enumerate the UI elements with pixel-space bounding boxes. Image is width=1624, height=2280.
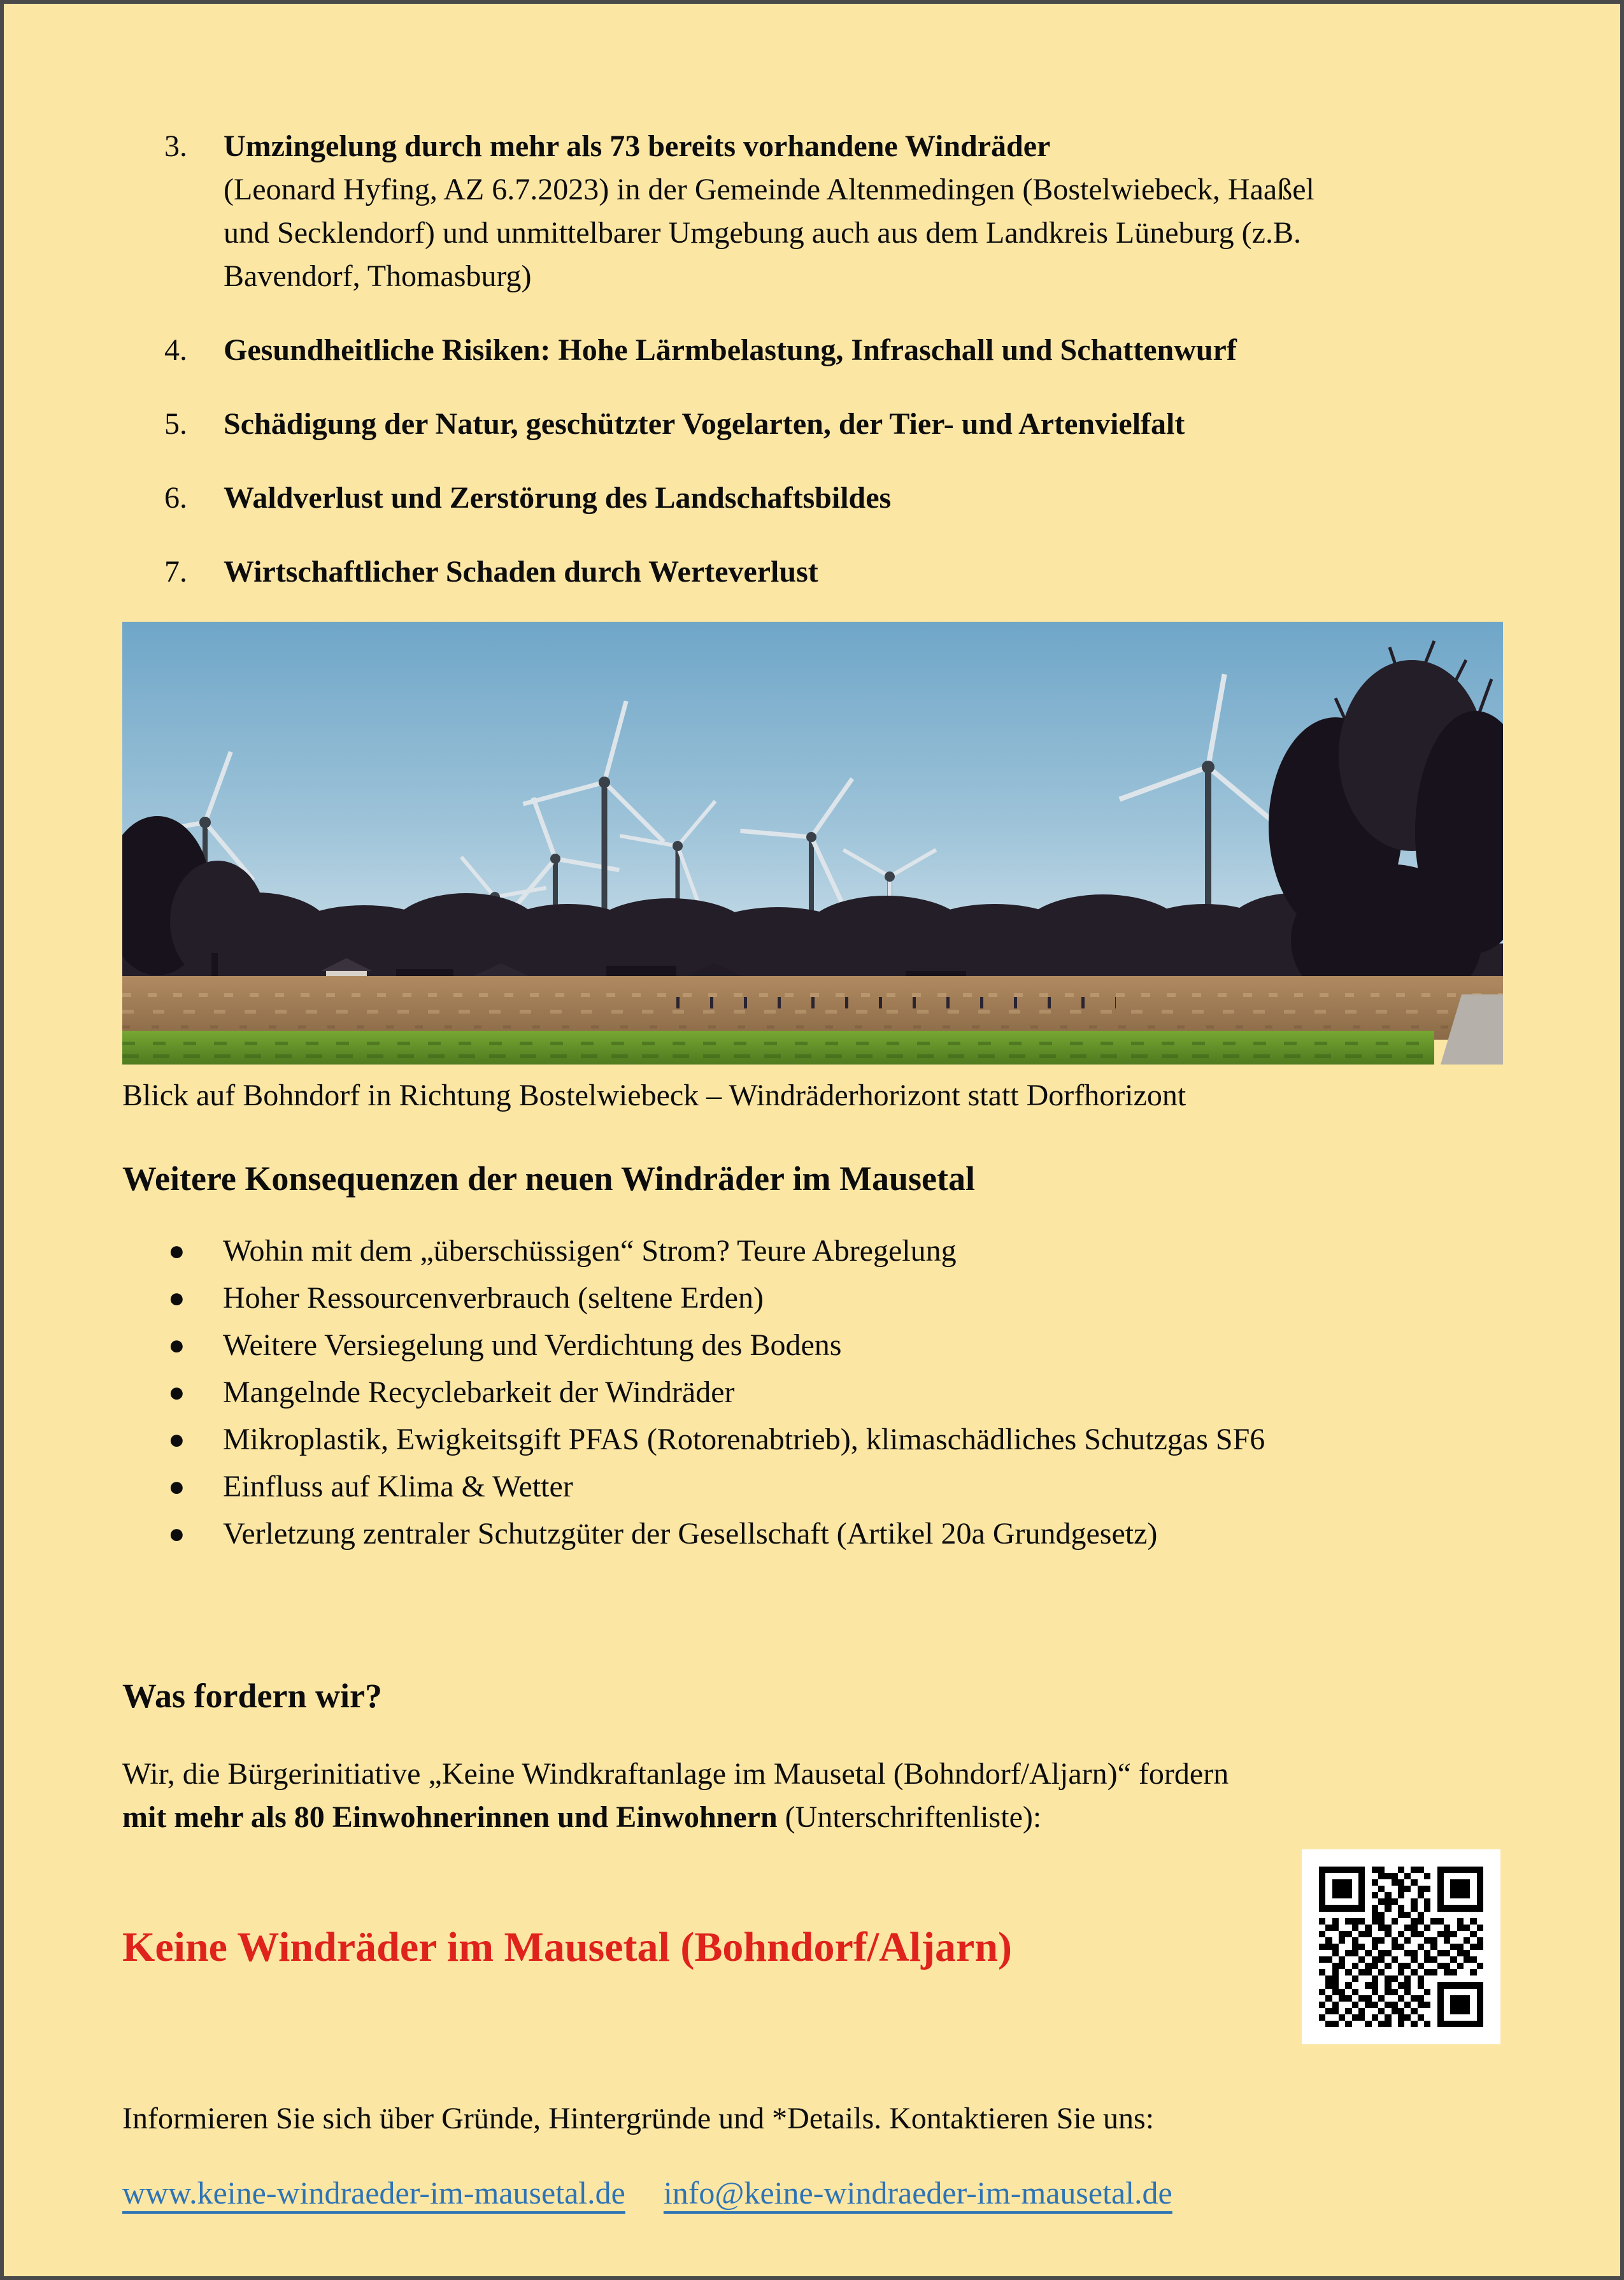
demand-heading: Was fordern wir? [122,1677,382,1715]
list-item [164,329,1518,372]
list-number: 7. [164,555,187,589]
demand-intro-bold: mit mehr als 80 Einwohnerinnen und Einwohnern [122,1800,778,1834]
bullet-text: Mikroplastik, Ewigkeitsgift PFAS (Rotorenabtrieb), klimaschädliches Schutzgas SF6 [223,1423,1265,1456]
consequences-heading: Weitere Konsequenzen der neuen Windräder im Mausetal [122,1159,976,1198]
bullet-icon: ● [168,1377,185,1408]
contact-info-text: Informieren Sie sich über Gründe, Hintergründe und *Details. Kontaktieren Sie uns: [122,2102,1155,2135]
bullet-item [168,1510,1518,1558]
list-item [164,403,1518,446]
bullet-icon: ● [168,1282,185,1314]
bullet-text: Mangelnde Recyclebarkeit der Windräder [223,1375,735,1409]
landscape-photo [122,622,1503,1065]
website-link[interactable]: www.keine-windraeder-im-mausetal.de [122,2175,625,2211]
photo-caption: Blick auf Bohndorf in Richtung Bostelwiebeck – Windräderhorizont statt Dorfhorizont [122,1079,1186,1112]
green-field [122,1031,1434,1065]
bullet-text: Hoher Ressourcenverbrauch (seltene Erden) [223,1281,764,1315]
list-item-bold-text: Gesundheitliche Risiken: Hohe Lärmbelastung, Infraschall und Schattenwurf [224,333,1237,367]
email-link[interactable]: info@keine-windraeder-im-mausetal.de [663,2175,1172,2211]
list-item [164,550,1518,594]
contact-links [122,2170,1518,2215]
bullet-text: Einfluss auf Klima & Wetter [223,1470,573,1503]
list-item [164,125,1518,298]
list-item-bold-text: Wirtschaftlicher Schaden durch Werteverlust [224,555,818,589]
qr-code [1302,1849,1500,2044]
bullet-item [168,1369,1518,1416]
bullet-icon: ● [168,1424,185,1455]
bullet-text: Weitere Versiegelung und Verdichtung des Bodens [223,1328,842,1362]
list-item-text: (Leonard Hyfing, AZ 6.7.2023) in der Gemeinde Altenmedingen (Bostelwiebeck, Haaßel und Secklendorf) und unmittelbarer Umgebung auch aus dem Landkreis Lüneburg (z.B. Bavendorf, Thomasburg) [224,173,1314,293]
bullet-item [168,1463,1518,1510]
bullet-item [168,1322,1518,1369]
list-item-bold-text: Umzingelung durch mehr als 73 bereits vorhandene Windräder [224,129,1051,163]
list-number: 5. [164,407,187,441]
bullet-icon: ● [168,1330,185,1361]
demand-intro-tail: (Unterschriftenliste): [777,1800,1042,1834]
demand-intro-line1: Wir, die Bürgerinitiative „Keine Windkraftanlage im Mausetal (Bohndorf/Aljarn)“ fordern [122,1757,1229,1791]
list-number: 3. [164,129,187,163]
list-item-bold-text: Schädigung der Natur, geschützter Vogelarten, der Tier- und Artenvielfalt [224,407,1185,441]
bullet-text: Verletzung zentraler Schutzgüter der Gesellschaft (Artikel 20a Grundgesetz) [223,1517,1158,1551]
numbered-list [164,125,1518,594]
qr-code-modules [1319,1867,1483,2027]
bullet-icon: ● [168,1518,185,1549]
list-item-bold-text: Waldverlust und Zerstörung des Landschaftsbildes [224,481,892,515]
bullet-icon: ● [168,1235,185,1266]
red-headline: Keine Windräder im Mausetal (Bohndorf/Aljarn) [122,1924,1013,1970]
list-number: 4. [164,333,187,367]
demand-intro [122,1753,1460,1839]
bullet-item [168,1416,1518,1463]
list-number: 6. [164,481,187,515]
list-item [164,477,1518,520]
bullet-item [168,1228,1518,1275]
bullet-icon: ● [168,1471,185,1502]
bullet-list [168,1228,1518,1558]
bullet-item [168,1275,1518,1322]
bullet-text: Wohin mit dem „überschüssigen“ Strom? Teure Abregelung [223,1234,957,1268]
